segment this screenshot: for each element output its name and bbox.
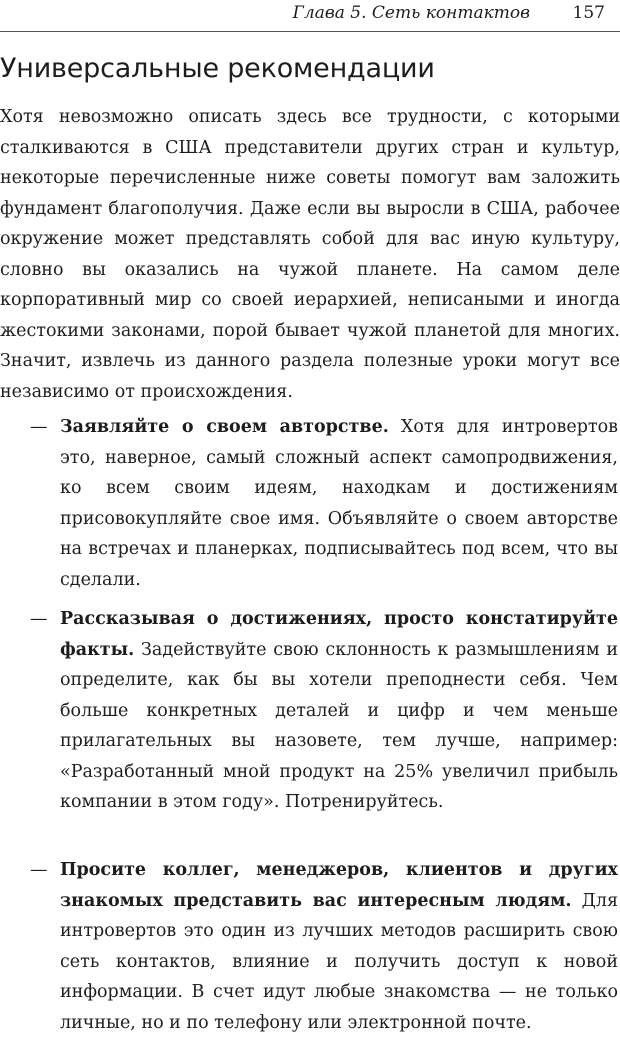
list-item	[0, 855, 620, 1038]
bullet-lead: Просите коллег, менеджеров, клиентов и других знакомых представить вас интересным людям.	[60, 860, 618, 911]
bullet-dash: —	[30, 609, 48, 629]
bullet-paragraph	[60, 412, 618, 595]
running-title: Глава 5. Сеть контактов	[292, 3, 530, 23]
bullet-dash: —	[30, 860, 48, 880]
page-number: 157	[572, 3, 605, 23]
bullet-body: Хотя для интровертов это, наверное, самый сложный аспект самопродвижения, ко всем своим идеям, находкам и достижениям присовокупляйте свое имя. Объявляйте о своем авторстве на встречах и планерках, подписывайтесь под всем, что вы сделали.	[60, 417, 618, 590]
section-heading: Универсальные рекомендации	[0, 53, 435, 84]
list-item	[0, 412, 620, 595]
intro-paragraph: Хотя невозможно описать здесь все трудности, с которыми сталкиваются в США представители других стран и культур, некоторые перечисленные ниже советы помогут вам заложить фундамент благополучия. Даже если вы выросли в США, рабочее окружение может представлять собой для вас иную культуру, словно вы оказались на чужой планете. На самом деле корпоративный мир со своей иерархией, неписаными и иногда жестокими законами, порой бывает чужой планетой для многих. Значит, извлечь из данного раздела полезные уроки могут все независимо от происхождения.	[0, 107, 620, 402]
bullet-paragraph	[60, 855, 618, 1038]
running-head	[0, 0, 620, 32]
bullet-body: Для интровертов это один из лучших методов расширить свою сеть контактов, влияние и получить доступ к новой информации. В счет идут любые знакомства — не только личные, но и по телефону или электронной почте.	[60, 890, 618, 1033]
list-item	[0, 604, 620, 818]
bullet-lead: Рассказывая о достижениях, просто констатируйте факты.	[60, 609, 618, 660]
bullet-paragraph	[60, 604, 618, 818]
bullet-lead: Заявляйте о своем авторстве.	[60, 417, 389, 437]
bullet-dash: —	[30, 417, 48, 437]
bullet-body: Задействуйте свою склонность к размышлениям и определите, как бы вы хотели преподнести себя. Чем больше конкретных деталей и цифр и чем меньше прилагательных вы назовете, тем лучше, например: «Разработанный мной продукт на 25% увеличил прибыль компании в этом году». Потренируйтесь.	[60, 639, 618, 812]
